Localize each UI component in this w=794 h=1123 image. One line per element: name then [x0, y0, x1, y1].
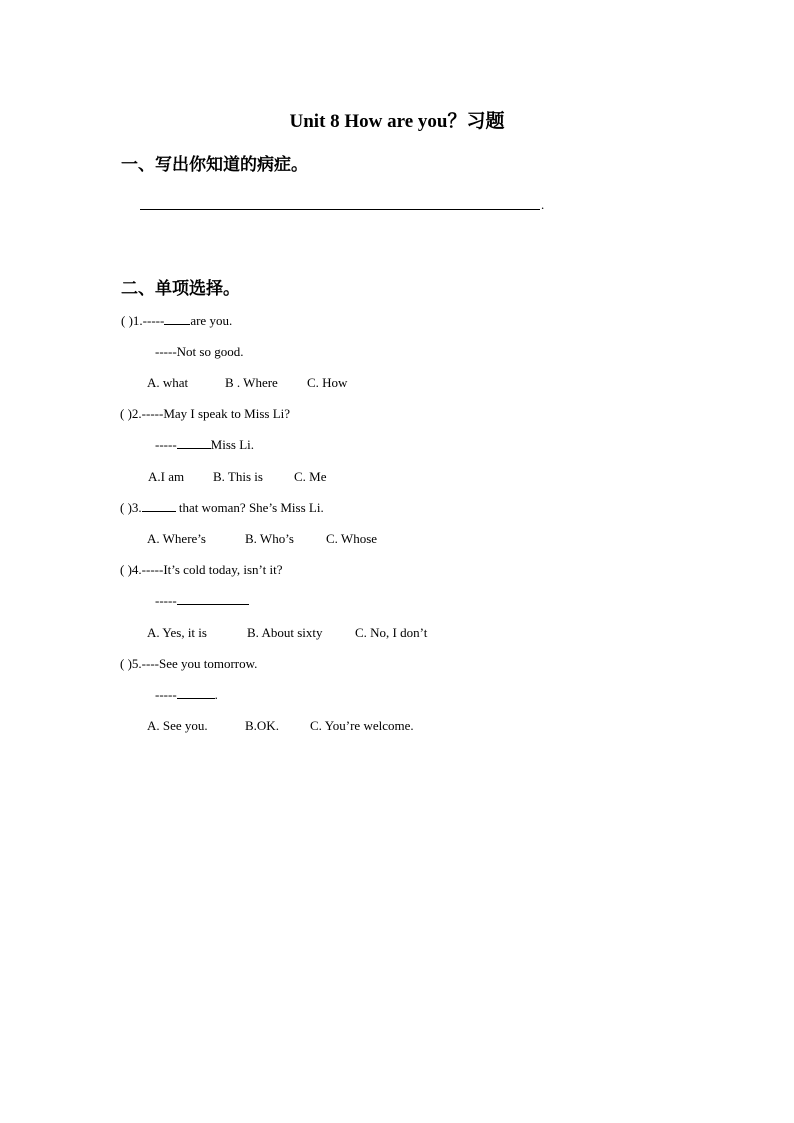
question-4: ( )4.-----It’s cold today, isn’t it? — [120, 562, 283, 577]
option-c[interactable]: C. Whose — [326, 531, 378, 546]
question-4-response: ----- — [155, 593, 249, 609]
answer-paren[interactable]: ( ) — [120, 562, 132, 577]
question-3-options — [147, 531, 377, 547]
fill-blank[interactable] — [177, 593, 249, 605]
fill-blank[interactable] — [177, 437, 211, 449]
option-b[interactable]: B. About sixty — [247, 625, 323, 640]
page-title: Unit 8 How are you？习题 — [289, 111, 505, 132]
question-5-options — [147, 718, 414, 734]
option-b[interactable]: B. Who’s — [245, 531, 294, 546]
question-3: ( )3. that woman? She’s Miss Li. — [120, 500, 324, 515]
option-a[interactable]: A. Yes, it is — [147, 625, 207, 640]
answer-paren[interactable]: ( ) — [120, 406, 132, 421]
option-a[interactable]: A.I am — [148, 469, 185, 484]
answer-blank-line[interactable] — [140, 209, 540, 210]
option-a[interactable]: A. See you. — [147, 718, 208, 733]
question-2-options — [148, 469, 327, 485]
question-5: ( )5.----See you tomorrow. — [120, 656, 258, 671]
section-1-heading: 一、写出你知道的病症。 — [121, 155, 308, 175]
option-a[interactable]: A. what — [147, 375, 189, 390]
answer-paren[interactable]: ( ) — [120, 656, 132, 671]
option-c[interactable]: C. Me — [294, 469, 327, 484]
question-1: ( )1.----- are you. — [121, 313, 233, 328]
question-2-response: ----- Miss Li. — [155, 437, 254, 452]
option-c[interactable]: C. You’re welcome. — [310, 718, 414, 733]
question-2: ( )2.-----May I speak to Miss Li? — [120, 406, 291, 421]
question-1-options — [147, 375, 347, 391]
answer-paren[interactable]: ( ) — [121, 313, 133, 328]
section-2-heading: 二、单项选择。 — [121, 279, 240, 299]
answer-line-period: . — [541, 197, 545, 212]
question-5-response: ----- . — [155, 687, 218, 702]
option-c[interactable]: C. How — [307, 375, 348, 390]
option-c[interactable]: C. No, I don’t — [355, 625, 428, 640]
option-b[interactable]: B.OK. — [245, 718, 279, 733]
question-4-options — [147, 625, 427, 641]
fill-blank[interactable] — [142, 500, 176, 512]
fill-blank[interactable] — [164, 313, 190, 325]
option-b[interactable]: B . Where — [225, 375, 278, 390]
answer-paren[interactable]: ( ) — [120, 500, 132, 515]
option-a[interactable]: A. Where’s — [147, 531, 206, 546]
option-b[interactable]: B. This is — [213, 469, 263, 484]
question-1-response: -----Not so good. — [155, 344, 244, 359]
fill-blank[interactable] — [177, 687, 215, 699]
